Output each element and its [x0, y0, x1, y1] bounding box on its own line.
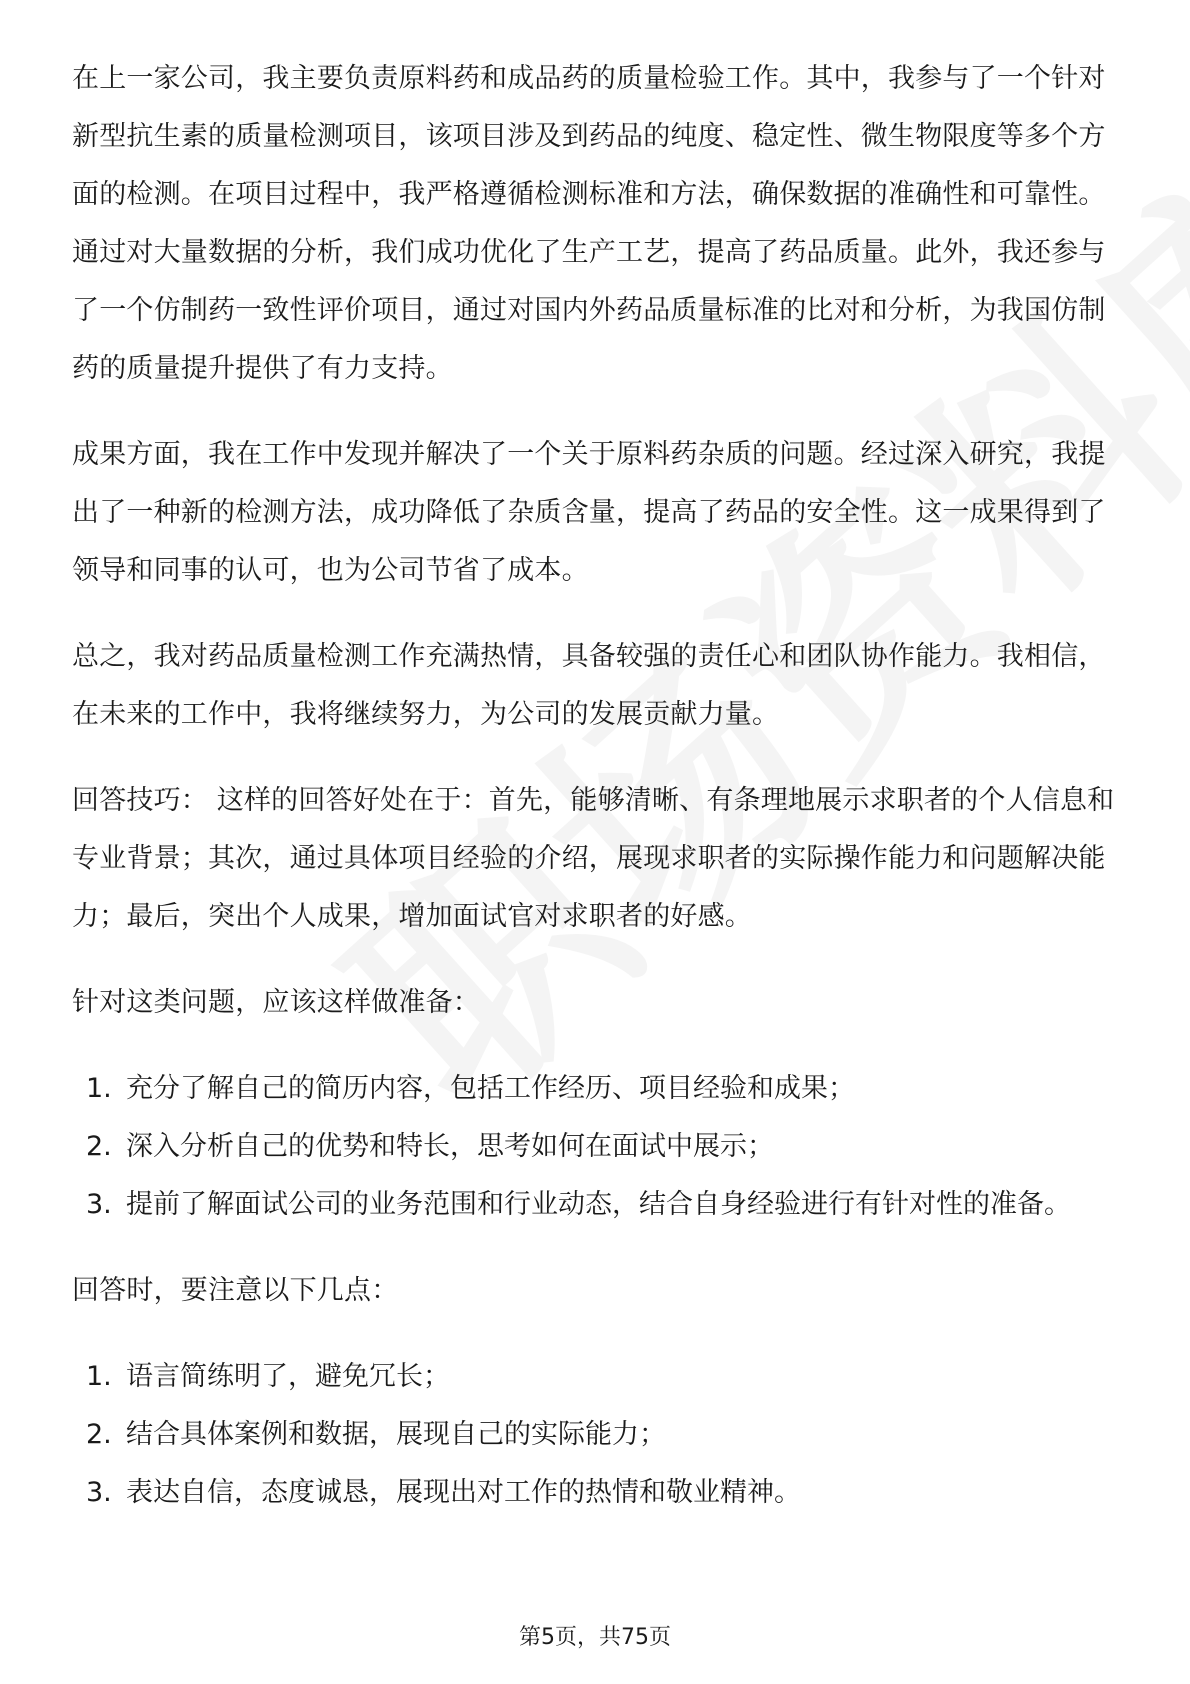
list-text: 语言简练明了，避免冗长； — [126, 1361, 450, 1392]
list-number: 3. — [86, 1477, 112, 1508]
list-item — [72, 1348, 1118, 1406]
list-text: 提前了解面试公司的业务范围和行业动态，结合自身经验进行有针对性的准备。 — [126, 1189, 1071, 1220]
list-number: 1. — [86, 1361, 112, 1392]
list-text: 充分了解自己的简历内容，包括工作经历、项目经验和成果； — [126, 1073, 855, 1104]
notes-list — [72, 1348, 1118, 1522]
list-text: 结合具体案例和数据，展现自己的实际能力； — [126, 1419, 666, 1450]
paragraph-summary: 总之，我对药品质量检测工作充满热情，具备较强的责任心和团队协作能力。我相信，在未来的工作中，我将继续努力，为公司的发展贡献力量。 — [72, 641, 1106, 730]
list-item — [72, 1406, 1118, 1464]
list-item — [72, 1118, 1118, 1176]
list-text: 深入分析自己的优势和特长，思考如何在面试中展示； — [126, 1131, 774, 1162]
paragraph-achievements: 成果方面，我在工作中发现并解决了一个关于原料药杂质的问题。经过深入研究，我提出了一种新的检测方法，成功降低了杂质含量，提高了药品的安全性。这一成果得到了领导和同事的认可，也为公司节省了成本。 — [72, 439, 1106, 586]
prep-list — [72, 1060, 1118, 1234]
paragraph-notes-heading: 回答时，要注意以下几点： — [72, 1275, 399, 1306]
list-item — [72, 1464, 1118, 1522]
document-body — [72, 50, 1118, 1522]
list-number: 1. — [86, 1073, 112, 1104]
list-number: 2. — [86, 1419, 112, 1450]
list-item — [72, 1060, 1118, 1118]
paragraph-experience: 在上一家公司，我主要负责原料药和成品药的质量检验工作。其中，我参与了一个针对新型抗生素的质量检测项目，该项目涉及到药品的纯度、稳定性、微生物限度等多个方面的检测。在项目过程中，我严格遵循检测标准和方法，确保数据的准确性和可靠性。通过对大量数据的分析，我们成功优化了生产工艺，提高了药品质量。此外，我还参与了一个仿制药一致性评价项目，通过对国内外药品质量标准的比对和分析，为我国仿制药的质量提升提供了有力支持。 — [72, 63, 1106, 384]
paragraph-tips: 回答技巧： 这样的回答好处在于：首先，能够清晰、有条理地展示求职者的个人信息和专业背景；其次，通过具体项目经验的介绍，展现求职者的实际操作能力和问题解决能力；最后，突出个人成果，增加面试官对求职者的好感。 — [72, 785, 1115, 932]
list-item — [72, 1176, 1118, 1234]
paragraph-prep-heading: 针对这类问题，应该这样做准备： — [72, 987, 480, 1018]
list-number: 3. — [86, 1189, 112, 1220]
list-number: 2. — [86, 1131, 112, 1162]
list-text: 表达自信，态度诚恳，展现出对工作的热情和敬业精神。 — [126, 1477, 801, 1508]
page-footer: 第5页，共75页 — [519, 1625, 671, 1650]
